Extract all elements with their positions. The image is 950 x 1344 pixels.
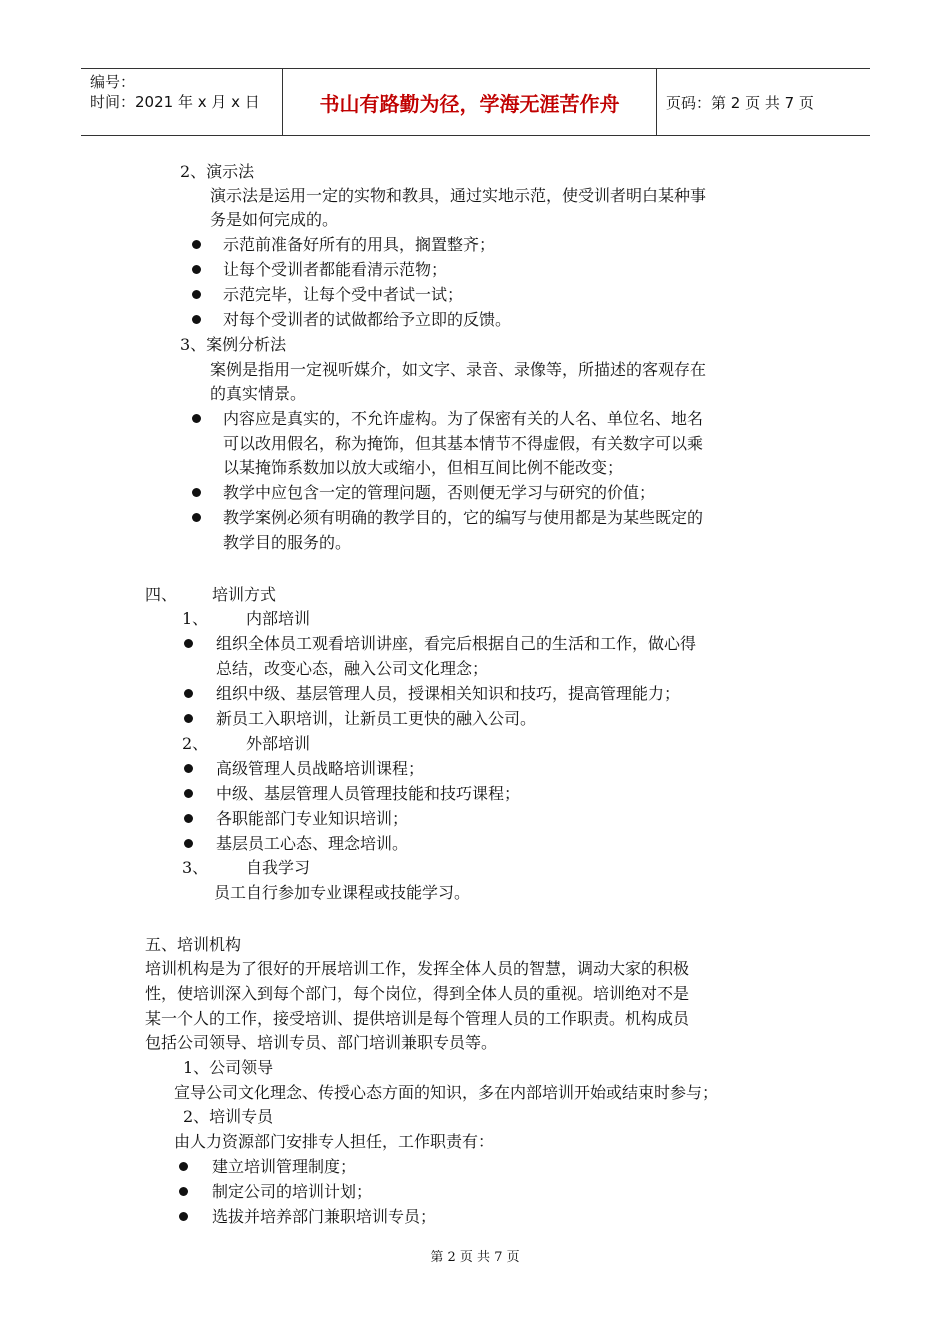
- header-left: [81, 69, 283, 135]
- bullet-icon: [184, 839, 193, 848]
- number-label: 编号：: [90, 73, 136, 91]
- time-label: 时间：2021 年 x 月 x 日: [90, 93, 260, 111]
- subheading: 1、公司领导: [183, 1058, 274, 1077]
- bullet-icon: [192, 265, 201, 274]
- subsection-heading: 外部培训: [246, 734, 311, 753]
- subsection-number: 3、: [182, 858, 209, 877]
- paragraph-line: 由人力资源部门安排专人担任，工作职责有：: [174, 1132, 495, 1151]
- subsection-heading: 内部培训: [246, 609, 311, 628]
- bullet-icon: [179, 1212, 188, 1221]
- list-item: 内容应是真实的，不允许虚构。为了保密有关的人名、单位名、地名: [223, 409, 704, 428]
- subsection-heading: 自我学习: [246, 858, 311, 877]
- subheading: 3、案例分析法: [180, 335, 287, 354]
- page-header: [81, 68, 870, 136]
- section-heading: 五、培训机构: [145, 935, 242, 954]
- list-item-continuation: 总结，改变心态，融入公司文化理念；: [216, 659, 489, 678]
- list-item: 高级管理人员战略培训课程；: [216, 759, 425, 778]
- page-footer: 第 2 页 共 7 页: [430, 1250, 520, 1265]
- list-item-continuation: 可以改用假名，称为掩饰，但其基本情节不得虚假，有关数字可以乘: [223, 434, 704, 453]
- header-page-label: 页码：第 2 页 共 7 页: [666, 93, 814, 112]
- bullet-icon: [184, 789, 193, 798]
- subsection-number: 2、: [182, 734, 209, 753]
- list-item: 教学案例必须有明确的教学目的，它的编写与使用都是为某些既定的: [223, 508, 704, 527]
- paragraph-line: 务是如何完成的。: [210, 210, 339, 229]
- list-item: 对每个受训者的试做都给予立即的反馈。: [223, 310, 512, 329]
- list-item-continuation: 以某掩饰系数加以放大或缩小，但相互间比例不能改变；: [223, 458, 624, 477]
- list-item: 基层员工心态、理念培训。: [216, 834, 409, 853]
- bullet-icon: [184, 639, 193, 648]
- list-item: 中级、基层管理人员管理技能和技巧课程；: [216, 784, 521, 803]
- list-item: 示范完毕，让每个受中者试一试；: [223, 285, 464, 304]
- header-motto: 书山有路勤为径，学海无涯苦作舟: [283, 69, 657, 135]
- subsection-number: 1、: [182, 609, 209, 628]
- bullet-icon: [184, 814, 193, 823]
- section-number: 四、: [145, 585, 178, 604]
- section-heading: 培训方式: [212, 585, 277, 604]
- paragraph-line: 案例是指用一定视听媒介，如文字、录音、录像等，所描述的客观存在: [210, 360, 707, 379]
- list-item: 新员工入职培训，让新员工更快的融入公司。: [216, 709, 537, 728]
- list-item: 建立培训管理制度；: [212, 1157, 357, 1176]
- bullet-icon: [179, 1162, 188, 1171]
- bullet-icon: [192, 315, 201, 324]
- paragraph-line: 性，使培训深入到每个部门，每个岗位，得到全体人员的重视。培训绝对不是: [145, 984, 690, 1003]
- bullet-icon: [192, 240, 201, 249]
- bullet-icon: [192, 414, 201, 423]
- list-item: 制定公司的培训计划；: [212, 1182, 373, 1201]
- paragraph-line: 宣导公司文化理念、传授心态方面的知识，多在内部培训开始或结束时参与；: [174, 1083, 719, 1102]
- subheading: 2、培训专员: [183, 1107, 274, 1126]
- paragraph-line: 培训机构是为了很好的开展培训工作，发挥全体人员的智慧，调动大家的积极: [145, 959, 690, 978]
- list-item-continuation: 教学目的服务的。: [223, 533, 352, 552]
- subheading: 2、演示法: [180, 162, 255, 181]
- bullet-icon: [192, 290, 201, 299]
- list-item: 选拔并培养部门兼职培训专员；: [212, 1207, 437, 1226]
- paragraph-line: 演示法是运用一定的实物和教具，通过实地示范，使受训者明白某种事: [210, 186, 707, 205]
- paragraph-line: 的真实情景。: [210, 384, 307, 403]
- bullet-icon: [179, 1187, 188, 1196]
- bullet-icon: [192, 513, 201, 522]
- paragraph-line: 某一个人的工作，接受培训、提供培训是每个管理人员的工作职责。机构成员: [145, 1009, 690, 1028]
- paragraph-line: 员工自行参加专业课程或技能学习。: [214, 883, 471, 902]
- list-item: 示范前准备好所有的用具，搁置整齐；: [223, 235, 496, 254]
- bullet-icon: [184, 764, 193, 773]
- paragraph-line: 包括公司领导、培训专员、部门培训兼职专员等。: [145, 1033, 498, 1052]
- list-item: 教学中应包含一定的管理问题，否则便无学习与研究的价值；: [223, 483, 656, 502]
- list-item: 各职能部门专业知识培训；: [216, 809, 409, 828]
- bullet-icon: [192, 488, 201, 497]
- bullet-icon: [184, 689, 193, 698]
- list-item: 组织全体员工观看培训讲座，看完后根据自己的生活和工作，做心得: [216, 634, 697, 653]
- bullet-icon: [184, 714, 193, 723]
- list-item: 组织中级、基层管理人员，授课相关知识和技巧，提高管理能力；: [216, 684, 681, 703]
- list-item: 让每个受训者都能看清示范物；: [223, 260, 448, 279]
